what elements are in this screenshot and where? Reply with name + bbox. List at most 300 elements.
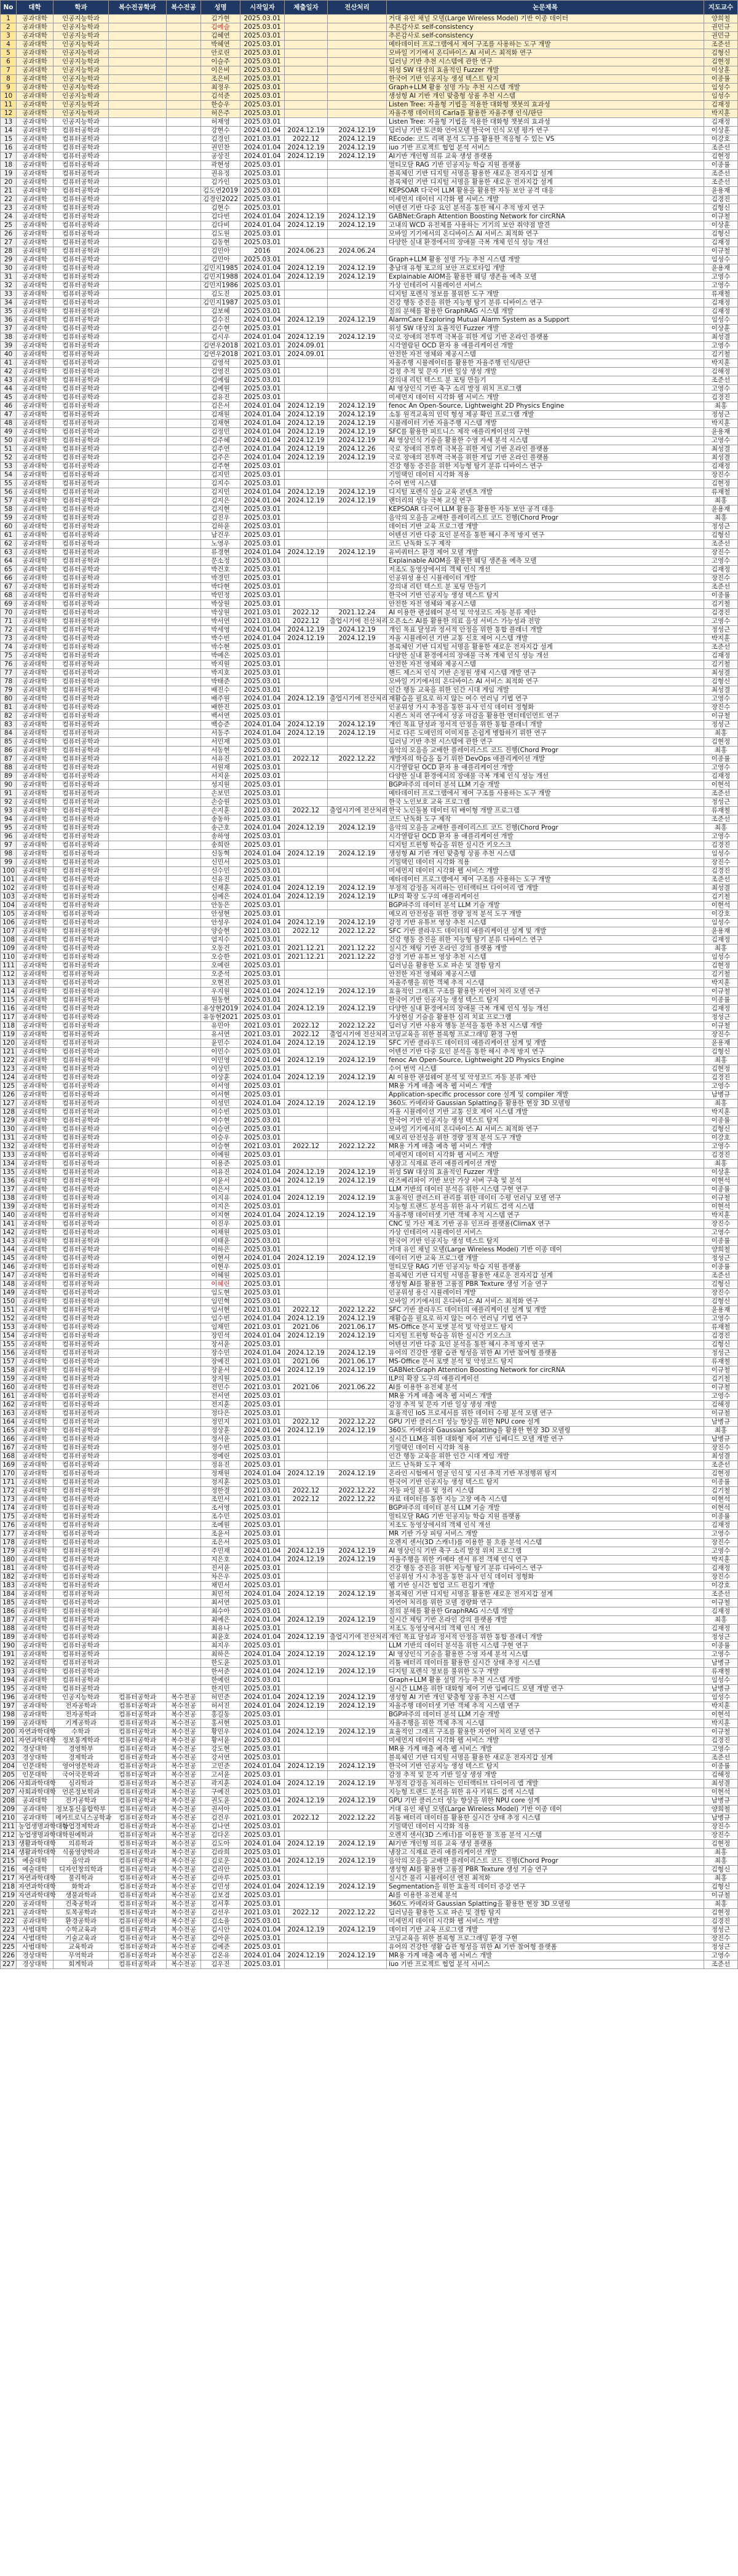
cell-thesis-title[interactable]: 감정 기반 유튜브 영상 추천 시스템 <box>387 953 704 962</box>
cell-processing[interactable] <box>328 1573 387 1582</box>
cell-no[interactable]: 7 <box>1 66 17 75</box>
cell-college[interactable]: 공과대학 <box>17 824 54 833</box>
cell-submit-date[interactable] <box>285 170 328 178</box>
cell-start-date[interactable]: 2024.01.04 <box>240 1177 285 1186</box>
cell-thesis-title[interactable]: 디지털 포렌식 실습 교육 콘텐츠 개발 <box>387 488 704 497</box>
cell-college[interactable]: 공과대학 <box>17 1168 54 1177</box>
cell-thesis-title[interactable]: 블록체인 기반 디지털 서명을 활용한 새로운 전자지갑 설계 <box>387 643 704 652</box>
cell-submit-date[interactable] <box>285 643 328 652</box>
cell-start-date[interactable]: 2025.03.01 <box>240 764 285 772</box>
cell-college[interactable]: 공과대학 <box>17 385 54 394</box>
cell-double-major[interactable] <box>167 876 201 884</box>
cell-submit-date[interactable] <box>285 1220 328 1229</box>
cell-submit-date[interactable] <box>285 1573 328 1582</box>
cell-advisor[interactable]: 최홍 <box>704 1849 738 1857</box>
cell-no[interactable]: 134 <box>1 1160 17 1168</box>
cell-start-date[interactable]: 2024.01.04 <box>240 1194 285 1203</box>
cell-advisor[interactable]: 조준선 <box>704 876 738 884</box>
table-row[interactable] <box>1 1031 738 1039</box>
cell-start-date[interactable]: 2025.03.01 <box>240 592 285 600</box>
cell-processing[interactable] <box>328 1048 387 1056</box>
cell-advisor[interactable]: 이현석 <box>704 902 738 910</box>
cell-name[interactable]: 박건호 <box>201 566 240 574</box>
cell-double-major-dept[interactable] <box>109 876 167 884</box>
cell-processing[interactable] <box>328 1676 387 1685</box>
cell-double-major[interactable] <box>167 1280 201 1289</box>
cell-submit-date[interactable] <box>285 910 328 919</box>
cell-double-major-dept[interactable] <box>109 1237 167 1246</box>
cell-name[interactable]: 최윤호 <box>201 1633 240 1642</box>
cell-college[interactable]: 공과대학 <box>17 230 54 239</box>
cell-start-date[interactable]: 2021.03.01 <box>240 755 285 764</box>
cell-college[interactable]: 공과대학 <box>17 1668 54 1676</box>
cell-department[interactable]: 컴퓨터공학과 <box>54 368 109 376</box>
cell-thesis-title[interactable]: 검정 추적 및 문자 기반 일상 생성 개발 <box>387 368 704 376</box>
col-header-college[interactable]: 대학 <box>17 1 54 15</box>
cell-college[interactable]: 공과대학 <box>17 92 54 101</box>
cell-department[interactable]: 컴퓨터공학과 <box>54 256 109 264</box>
cell-thesis-title[interactable]: 어텐션 기반 다중 요인 분석을 통한 해시 추적 방지 연구 <box>387 204 704 213</box>
cell-double-major[interactable] <box>167 92 201 101</box>
cell-thesis-title[interactable]: 생성형 AI 기반 개인 맞춤형 상품 추천 시스템 <box>387 1694 704 1702</box>
cell-advisor[interactable]: 양희철 <box>704 1805 738 1814</box>
cell-name[interactable]: 이은서 <box>201 1186 240 1194</box>
cell-no[interactable]: 31 <box>1 273 17 282</box>
cell-no[interactable]: 191 <box>1 1651 17 1659</box>
cell-start-date[interactable]: 2024.01.04 <box>240 402 285 411</box>
cell-no[interactable]: 142 <box>1 1229 17 1237</box>
cell-name[interactable]: 손보민 <box>201 790 240 798</box>
cell-processing[interactable] <box>328 738 387 747</box>
cell-advisor[interactable]: 이종률 <box>704 1642 738 1651</box>
cell-advisor[interactable]: 고영수 <box>704 342 738 351</box>
cell-department[interactable]: 컴퓨터공학과 <box>54 1263 109 1272</box>
cell-advisor[interactable]: 정성근 <box>704 798 738 807</box>
cell-name[interactable]: 이성민 <box>201 1100 240 1108</box>
cell-name[interactable]: 남건우 <box>201 531 240 540</box>
cell-double-major-dept[interactable]: 컴퓨터공학과 <box>109 1849 167 1857</box>
cell-no[interactable]: 168 <box>1 1452 17 1461</box>
cell-no[interactable]: 164 <box>1 1418 17 1427</box>
cell-double-major[interactable] <box>167 1564 201 1573</box>
cell-no[interactable]: 97 <box>1 841 17 850</box>
cell-thesis-title[interactable]: MS-Office 문서 포맷 분석 및 악성코드 탐지 <box>387 1358 704 1366</box>
cell-advisor[interactable]: 조준선 <box>704 376 738 385</box>
cell-no[interactable]: 190 <box>1 1642 17 1651</box>
cell-double-major[interactable] <box>167 1392 201 1401</box>
cell-thesis-title[interactable]: 질의 분해를 활용한 GraphRAG 시스템 개발 <box>387 1607 704 1616</box>
cell-thesis-title[interactable]: 저조도 동영상에서의 객체 인식 개선 <box>387 566 704 574</box>
cell-submit-date[interactable]: 2024.12.19 <box>285 1177 328 1186</box>
cell-processing[interactable]: 2024.12.19 <box>328 1470 387 1478</box>
cell-double-major[interactable] <box>167 462 201 471</box>
cell-double-major[interactable] <box>167 118 201 127</box>
cell-start-date[interactable]: 2025.03.01 <box>240 1564 285 1573</box>
cell-submit-date[interactable] <box>285 1685 328 1694</box>
cell-submit-date[interactable]: 2024.12.19 <box>285 884 328 893</box>
cell-name[interactable]: 신민서 <box>201 858 240 867</box>
cell-processing[interactable]: 2024.12.19 <box>328 135 387 144</box>
cell-processing[interactable] <box>328 1625 387 1633</box>
cell-submit-date[interactable]: 2024.12.19 <box>285 919 328 927</box>
cell-start-date[interactable]: 2024.01.04 <box>240 316 285 325</box>
cell-thesis-title[interactable]: Listen Tree: 자율형 기법을 적용한 대화형 챗봇의 효과성 <box>387 101 704 109</box>
cell-processing[interactable] <box>328 49 387 58</box>
cell-double-major[interactable] <box>167 376 201 385</box>
cell-double-major[interactable] <box>167 600 201 609</box>
cell-double-major-dept[interactable]: 컴퓨터공학과 <box>109 1917 167 1926</box>
cell-submit-date[interactable] <box>285 1676 328 1685</box>
cell-start-date[interactable]: 2024.01.04 <box>240 1056 285 1065</box>
cell-name[interactable]: 이태윤 <box>201 1237 240 1246</box>
cell-double-major[interactable] <box>167 531 201 540</box>
cell-department[interactable]: 컴퓨터공학과 <box>54 161 109 170</box>
cell-no[interactable]: 72 <box>1 626 17 635</box>
cell-processing[interactable]: 2024.12.19 <box>328 1177 387 1186</box>
cell-department[interactable]: 음악과 <box>54 1857 109 1866</box>
cell-thesis-title[interactable]: 가상현실 기술을 활용한 심리 치료 프로그램 <box>387 1013 704 1022</box>
cell-double-major[interactable] <box>167 187 201 196</box>
cell-thesis-title[interactable]: 오렌지 센서(3D 스캐너)를 이용한 물 흐름 분석 시스템 <box>387 1831 704 1840</box>
cell-name[interactable]: 김수현 <box>201 325 240 333</box>
cell-double-major[interactable] <box>167 1298 201 1306</box>
cell-processing[interactable] <box>328 1220 387 1229</box>
cell-submit-date[interactable]: 2022.12 <box>285 807 328 815</box>
cell-college[interactable]: 공과대학 <box>17 1461 54 1470</box>
table-row[interactable] <box>1 1745 738 1754</box>
cell-processing[interactable]: 2024.12.19 <box>328 884 387 893</box>
table-row[interactable] <box>1 1013 738 1022</box>
cell-no[interactable]: 52 <box>1 454 17 462</box>
cell-start-date[interactable]: 2024.01.04 <box>240 850 285 858</box>
cell-no[interactable]: 2 <box>1 23 17 32</box>
table-row[interactable] <box>1 1470 738 1478</box>
cell-double-major-dept[interactable] <box>109 333 167 342</box>
cell-college[interactable]: 인문대학 <box>17 1771 54 1780</box>
cell-name[interactable]: 김예준 <box>201 1943 240 1952</box>
cell-no[interactable]: 182 <box>1 1573 17 1582</box>
cell-processing[interactable]: 2022.12.22 <box>328 1487 387 1496</box>
cell-advisor[interactable]: 최홍 <box>704 1427 738 1435</box>
cell-no[interactable]: 1 <box>1 15 17 23</box>
cell-double-major[interactable]: 복수전공 <box>167 1952 201 1960</box>
cell-name[interactable]: 곽지훈 <box>201 1780 240 1788</box>
cell-department[interactable]: 건축공학과 <box>54 1900 109 1909</box>
cell-no[interactable]: 107 <box>1 927 17 936</box>
table-row[interactable] <box>1 170 738 178</box>
cell-thesis-title[interactable]: 지능형 트랜드 분석을 위한 유사 키워드 검색 시스템 <box>387 1203 704 1211</box>
cell-start-date[interactable]: 2021.03.01 <box>240 342 285 351</box>
table-row[interactable] <box>1 127 738 135</box>
table-row[interactable] <box>1 1754 738 1762</box>
cell-thesis-title[interactable]: 한국 노인돌봄 데이터 뒤 배이형 개발 프로그램 <box>387 807 704 815</box>
cell-college[interactable]: 공과대학 <box>17 1315 54 1323</box>
cell-department[interactable]: 컴퓨터공학과 <box>54 488 109 497</box>
cell-no[interactable]: 166 <box>1 1435 17 1444</box>
table-row[interactable] <box>1 531 738 540</box>
cell-thesis-title[interactable]: 블록체인 기반 디지털 서명을 활용한 새로운 전자지갑 설계 <box>387 178 704 187</box>
cell-name[interactable]: 이슬주 <box>201 58 240 66</box>
cell-double-major-dept[interactable] <box>109 480 167 488</box>
cell-submit-date[interactable]: 2024.12.19 <box>285 1762 328 1771</box>
cell-submit-date[interactable] <box>285 282 328 290</box>
cell-name[interactable]: 송근호 <box>201 824 240 833</box>
cell-college[interactable]: 공과대학 <box>17 566 54 574</box>
cell-double-major-dept[interactable] <box>109 411 167 419</box>
cell-no[interactable]: 10 <box>1 92 17 101</box>
cell-no[interactable]: 34 <box>1 299 17 307</box>
cell-college[interactable]: 공과대학 <box>17 1031 54 1039</box>
cell-double-major-dept[interactable] <box>109 1470 167 1478</box>
cell-submit-date[interactable] <box>285 772 328 781</box>
cell-double-major[interactable] <box>167 1194 201 1203</box>
cell-college[interactable]: 사회과학대학 <box>17 1788 54 1797</box>
cell-double-major[interactable] <box>167 307 201 316</box>
cell-college[interactable]: 공과대학 <box>17 1633 54 1642</box>
cell-double-major-dept[interactable] <box>109 204 167 213</box>
table-row[interactable] <box>1 1857 738 1866</box>
cell-double-major-dept[interactable] <box>109 962 167 970</box>
cell-department[interactable]: 컴퓨터공학과 <box>54 1272 109 1280</box>
cell-start-date[interactable]: 2025.03.01 <box>240 1539 285 1547</box>
cell-name[interactable]: 장지원 <box>201 1375 240 1384</box>
table-row[interactable] <box>1 523 738 531</box>
cell-start-date[interactable]: 2024.01.04 <box>240 1168 285 1177</box>
cell-name[interactable]: 권민찬 <box>201 144 240 153</box>
cell-department[interactable]: 컴퓨터공학과 <box>54 781 109 790</box>
cell-college[interactable]: 공과대학 <box>17 41 54 49</box>
cell-name[interactable]: 김민아 <box>201 247 240 256</box>
cell-department[interactable]: 생물과학과 <box>54 1892 109 1900</box>
cell-start-date[interactable]: 2025.03.01 <box>240 1874 285 1883</box>
cell-advisor[interactable]: 정성근 <box>704 626 738 635</box>
cell-department[interactable]: 식품영양학과 <box>54 1849 109 1857</box>
cell-thesis-title[interactable]: 수어 번역 시스템 <box>387 480 704 488</box>
cell-submit-date[interactable] <box>285 239 328 247</box>
cell-thesis-title[interactable]: 한국어 기반 인공지능 생성 텍스트 탐지 <box>387 75 704 84</box>
cell-submit-date[interactable]: 2024.12.19 <box>285 264 328 273</box>
cell-double-major-dept[interactable] <box>109 1341 167 1349</box>
cell-no[interactable]: 35 <box>1 307 17 316</box>
cell-college[interactable]: 농업생명과학대학 <box>17 1831 54 1840</box>
cell-submit-date[interactable]: 2024.12.19 <box>285 1556 328 1564</box>
cell-processing[interactable] <box>328 669 387 678</box>
cell-name[interactable]: 김석준 <box>201 92 240 101</box>
cell-name[interactable]: 허재영 <box>201 118 240 127</box>
cell-submit-date[interactable]: 2024.12.19 <box>285 1211 328 1220</box>
cell-thesis-title[interactable]: MR용 가계 매출 예측 웹 서비스 개발 <box>387 1082 704 1091</box>
table-row[interactable] <box>1 1874 738 1883</box>
cell-double-major-dept[interactable] <box>109 902 167 910</box>
cell-submit-date[interactable] <box>285 798 328 807</box>
cell-advisor[interactable]: 남병규 <box>704 1091 738 1100</box>
cell-double-major[interactable]: 복수전공 <box>167 1814 201 1823</box>
cell-advisor[interactable]: 이종률 <box>704 755 738 764</box>
cell-double-major-dept[interactable] <box>109 1272 167 1280</box>
cell-double-major-dept[interactable] <box>109 196 167 204</box>
cell-department[interactable]: 컴퓨터공학과 <box>54 643 109 652</box>
cell-start-date[interactable]: 2025.03.01 <box>240 1831 285 1840</box>
cell-double-major[interactable] <box>167 1607 201 1616</box>
cell-submit-date[interactable] <box>285 1125 328 1134</box>
cell-start-date[interactable]: 2024.01.04 <box>240 213 285 221</box>
cell-double-major[interactable]: 복수전공 <box>167 1857 201 1866</box>
cell-college[interactable]: 공과대학 <box>17 1323 54 1332</box>
cell-advisor[interactable]: 이규철 <box>704 988 738 996</box>
cell-advisor[interactable]: 김재정 <box>704 462 738 471</box>
cell-advisor[interactable]: 김현정 <box>704 480 738 488</box>
cell-double-major-dept[interactable] <box>109 772 167 781</box>
cell-advisor[interactable]: 최홍 <box>704 1160 738 1168</box>
cell-double-major-dept[interactable] <box>109 686 167 695</box>
cell-processing[interactable] <box>328 101 387 109</box>
cell-double-major-dept[interactable] <box>109 239 167 247</box>
cell-double-major-dept[interactable] <box>109 531 167 540</box>
cell-double-major-dept[interactable] <box>109 1031 167 1039</box>
cell-thesis-title[interactable]: 한국어 기반 인공지능 생성 텍스트 탐지 <box>387 1117 704 1125</box>
cell-college[interactable]: 공과대학 <box>17 394 54 402</box>
cell-submit-date[interactable]: 2024.12.19 <box>285 144 328 153</box>
table-row[interactable] <box>1 101 738 109</box>
cell-double-major-dept[interactable] <box>109 135 167 144</box>
table-row[interactable] <box>1 1909 738 1917</box>
cell-no[interactable]: 199 <box>1 1719 17 1728</box>
cell-thesis-title[interactable]: LLM 기반의 데이터 분석을 위한 시스템 구현 연구 <box>387 1186 704 1194</box>
cell-submit-date[interactable] <box>285 1831 328 1840</box>
cell-start-date[interactable]: 2024.01.04 <box>240 488 285 497</box>
cell-double-major[interactable] <box>167 678 201 686</box>
cell-double-major-dept[interactable]: 컴퓨터공학과 <box>109 1823 167 1831</box>
table-row[interactable] <box>1 1452 738 1461</box>
cell-double-major[interactable] <box>167 1254 201 1263</box>
cell-submit-date[interactable] <box>285 1452 328 1461</box>
cell-no[interactable]: 135 <box>1 1168 17 1177</box>
cell-advisor[interactable]: 이강호 <box>704 1582 738 1590</box>
cell-college[interactable]: 공과대학 <box>17 299 54 307</box>
cell-double-major[interactable] <box>167 351 201 359</box>
cell-college[interactable]: 공과대학 <box>17 437 54 445</box>
cell-processing[interactable] <box>328 1539 387 1547</box>
cell-double-major-dept[interactable] <box>109 1056 167 1065</box>
cell-college[interactable]: 공과대학 <box>17 807 54 815</box>
cell-processing[interactable] <box>328 1805 387 1814</box>
cell-department[interactable]: 컴퓨터공학과 <box>54 1332 109 1341</box>
cell-name[interactable]: 김지민 <box>201 471 240 480</box>
cell-name[interactable]: 이지현 <box>201 1211 240 1220</box>
cell-double-major-dept[interactable] <box>109 815 167 824</box>
table-row[interactable] <box>1 1900 738 1909</box>
cell-processing[interactable] <box>328 1788 387 1797</box>
cell-submit-date[interactable] <box>285 1599 328 1607</box>
cell-department[interactable]: 컴퓨터공학과 <box>54 876 109 884</box>
cell-name[interactable]: 황서윤 <box>201 1737 240 1745</box>
cell-department[interactable]: 컴퓨터공학과 <box>54 609 109 617</box>
cell-no[interactable]: 19 <box>1 170 17 178</box>
cell-thesis-title[interactable]: 질의 분해를 활용한 GraphRAG 시스템 개발 <box>387 307 704 316</box>
cell-processing[interactable]: 2022.12.22 <box>328 1306 387 1315</box>
cell-thesis-title[interactable]: 360도 카메라와 Gaussian Splatting을 활용한 현장 3D 모델링 <box>387 1427 704 1435</box>
cell-submit-date[interactable] <box>285 738 328 747</box>
cell-thesis-title[interactable]: 수어 번역 시스템 <box>387 1065 704 1074</box>
cell-start-date[interactable]: 2021.03.01 <box>240 1022 285 1031</box>
cell-processing[interactable]: 2024.12.19 <box>328 1074 387 1082</box>
cell-name[interactable]: 송희란 <box>201 841 240 850</box>
cell-no[interactable]: 20 <box>1 178 17 187</box>
cell-college[interactable]: 공과대학 <box>17 660 54 669</box>
cell-no[interactable]: 185 <box>1 1599 17 1607</box>
cell-thesis-title[interactable]: 기밀택인 데이터 시각화 적용 <box>387 1823 704 1831</box>
table-row[interactable] <box>1 1780 738 1788</box>
cell-processing[interactable]: 2024.12.19 <box>328 549 387 557</box>
cell-department[interactable]: 컴퓨터공학과 <box>54 1134 109 1143</box>
cell-no[interactable]: 180 <box>1 1556 17 1564</box>
cell-processing[interactable] <box>328 32 387 41</box>
cell-submit-date[interactable]: 2024.12.19 <box>285 316 328 325</box>
cell-no[interactable]: 61 <box>1 531 17 540</box>
cell-college[interactable]: 공과대학 <box>17 1496 54 1504</box>
table-row[interactable] <box>1 92 738 101</box>
cell-start-date[interactable]: 2025.03.01 <box>240 703 285 712</box>
cell-college[interactable]: 공과대학 <box>17 1900 54 1909</box>
cell-advisor[interactable]: 김기철 <box>704 600 738 609</box>
table-row[interactable] <box>1 1530 738 1539</box>
cell-thesis-title[interactable]: 생성형 AI를 활용한 고품질 PBR Texture 생성 기술 연구 <box>387 1866 704 1874</box>
table-row[interactable] <box>1 178 738 187</box>
cell-college[interactable]: 공과대학 <box>17 764 54 772</box>
cell-name[interactable]: 서동현 <box>201 747 240 755</box>
cell-start-date[interactable]: 2024.01.04 <box>240 1470 285 1478</box>
cell-advisor[interactable]: 김경진 <box>704 1151 738 1160</box>
cell-double-major[interactable] <box>167 902 201 910</box>
cell-double-major-dept[interactable] <box>109 1496 167 1504</box>
cell-no[interactable]: 48 <box>1 419 17 428</box>
cell-thesis-title[interactable]: MS-Office 문서 포맷 분석 및 악성코드 탐지 <box>387 1323 704 1332</box>
cell-college[interactable]: 공과대학 <box>17 1452 54 1461</box>
cell-name[interactable]: 엄지수 <box>201 936 240 945</box>
cell-department[interactable]: 컴퓨터공학과 <box>54 1651 109 1659</box>
cell-department[interactable]: 컴퓨터공학과 <box>54 1392 109 1401</box>
cell-processing[interactable] <box>328 307 387 316</box>
table-row[interactable] <box>1 342 738 351</box>
cell-advisor[interactable]: 조준선 <box>704 583 738 592</box>
cell-no[interactable]: 193 <box>1 1668 17 1676</box>
cell-college[interactable]: 공과대학 <box>17 738 54 747</box>
cell-thesis-title[interactable]: 시각열람된 OCD 환자 용 애플리케이션 개발 <box>387 764 704 772</box>
cell-department[interactable]: 컴퓨터공학과 <box>54 1573 109 1582</box>
cell-double-major-dept[interactable] <box>109 1168 167 1177</box>
cell-thesis-title[interactable]: 다양한 실내 환경에서의 장애물 극복 개체 인식 성능 개선 <box>387 772 704 781</box>
cell-no[interactable]: 169 <box>1 1461 17 1470</box>
cell-double-major[interactable] <box>167 1582 201 1590</box>
cell-double-major[interactable] <box>167 764 201 772</box>
cell-department[interactable]: 회계학과 <box>54 1960 109 1969</box>
cell-name[interactable]: 우지원 <box>201 988 240 996</box>
cell-double-major[interactable] <box>167 1435 201 1444</box>
cell-college[interactable]: 공과대학 <box>17 1246 54 1254</box>
cell-double-major-dept[interactable] <box>109 1048 167 1056</box>
cell-department[interactable]: 컴퓨터공학과 <box>54 635 109 643</box>
cell-advisor[interactable]: 류재철 <box>704 1668 738 1676</box>
cell-department[interactable]: 영어영문학과 <box>54 1762 109 1771</box>
cell-department[interactable]: 교육학과 <box>54 1943 109 1952</box>
cell-double-major[interactable] <box>167 1590 201 1599</box>
cell-advisor[interactable]: 김재정 <box>704 652 738 660</box>
cell-double-major[interactable] <box>167 1220 201 1229</box>
cell-submit-date[interactable] <box>285 196 328 204</box>
table-row[interactable] <box>1 359 738 368</box>
cell-submit-date[interactable]: 2024.12.19 <box>285 1926 328 1935</box>
cell-name[interactable]: 이민수 <box>201 1048 240 1056</box>
